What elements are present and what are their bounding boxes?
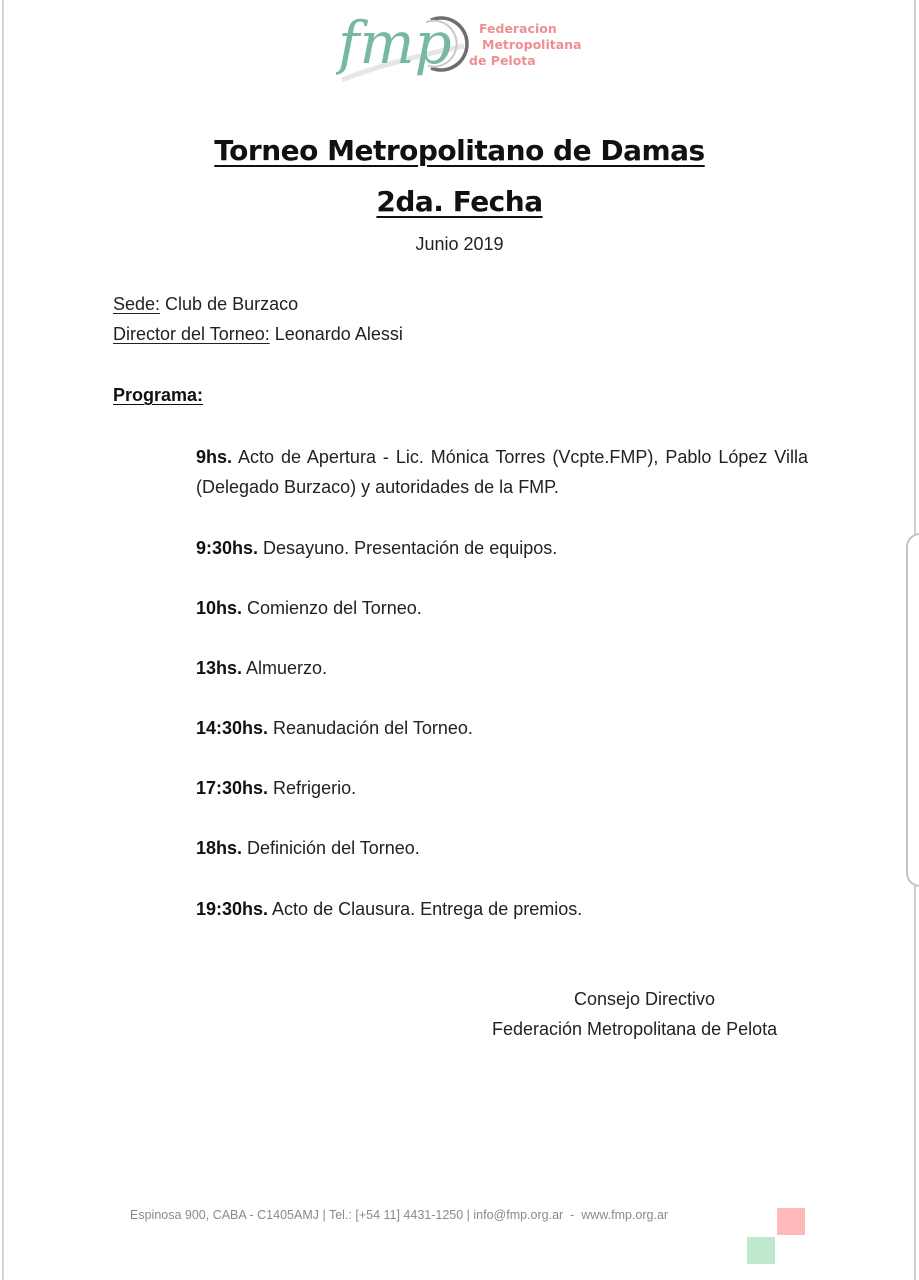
event-date: Junio 2019 bbox=[415, 234, 504, 254]
schedule-text: Acto de Clausura. Entrega de premios. bbox=[268, 899, 583, 919]
page-title: Torneo Metropolitano de Damas bbox=[214, 134, 705, 167]
schedule-text: Refrigerio. bbox=[268, 778, 357, 798]
footer-red-square bbox=[777, 1208, 805, 1235]
schedule-time: 9hs. bbox=[196, 447, 233, 467]
schedule-time: 10hs. bbox=[196, 598, 243, 618]
schedule-text: Definición del Torneo. bbox=[242, 838, 420, 858]
venue-line bbox=[113, 294, 298, 315]
venue-label: Sede: bbox=[113, 294, 161, 314]
scroll-handle[interactable] bbox=[906, 533, 919, 887]
signature-line-2: Federación Metropolitana de Pelota bbox=[492, 1019, 778, 1039]
schedule-time: 17:30hs. bbox=[196, 778, 269, 798]
logo-line-2: Metropolitana bbox=[482, 37, 582, 52]
fmp-monogram-icon bbox=[336, 8, 476, 88]
page-subtitle: 2da. Fecha bbox=[376, 185, 543, 218]
schedule-item bbox=[196, 713, 808, 743]
logo-monogram: fmp bbox=[338, 9, 452, 77]
logo-line-1: Federacion bbox=[479, 21, 557, 36]
schedule-time: 18hs. bbox=[196, 838, 243, 858]
schedule-time: 19:30hs. bbox=[196, 899, 269, 919]
schedule-text: Acto de Apertura - Lic. Mónica Torres (Vcpte.FMP), Pablo López Villa (Delegado Burzaco) y autoridades de la FMP. bbox=[196, 447, 808, 497]
schedule-time: 14:30hs. bbox=[196, 718, 269, 738]
schedule-item bbox=[196, 773, 808, 803]
fmp-logo bbox=[336, 8, 588, 88]
schedule-text: Desayuno. Presentación de equipos. bbox=[258, 538, 558, 558]
program-heading: Programa: bbox=[113, 385, 204, 405]
schedule-time: 9:30hs. bbox=[196, 538, 259, 558]
schedule-item bbox=[196, 894, 808, 924]
director-line bbox=[113, 324, 403, 345]
schedule-item bbox=[196, 653, 808, 683]
footer-contact: Espinosa 900, CABA - C1405AMJ | Tel.: [+54 11] 4431-1250 | info@fmp.org.ar - www.fmp.org.ar bbox=[130, 1208, 669, 1222]
schedule-text: Reanudación del Torneo. bbox=[268, 718, 473, 738]
schedule-text: Almuerzo. bbox=[242, 658, 328, 678]
schedule-text: Comienzo del Torneo. bbox=[242, 598, 422, 618]
schedule-item bbox=[196, 593, 808, 623]
venue-value: Club de Burzaco bbox=[160, 294, 299, 314]
schedule-item bbox=[196, 533, 808, 563]
schedule-item bbox=[196, 442, 808, 502]
schedule-time: 13hs. bbox=[196, 658, 243, 678]
director-label: Director del Torneo: bbox=[113, 324, 270, 344]
schedule-item bbox=[196, 833, 808, 863]
logo-line-3: de Pelota bbox=[469, 53, 536, 68]
footer-green-square bbox=[747, 1237, 775, 1264]
signature-line-1: Consejo Directivo bbox=[574, 989, 716, 1009]
director-value: Leonardo Alessi bbox=[269, 324, 403, 344]
